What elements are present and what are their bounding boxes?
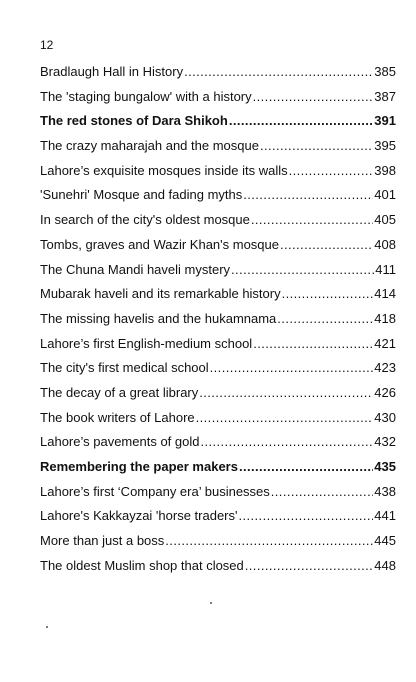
- toc-entry-page: 408: [374, 236, 396, 252]
- toc-entry-title: 'Sunehri' Mosque and fading myths: [40, 187, 243, 203]
- toc-entry: [40, 434, 396, 459]
- toc-entry-title: The city's first medical school: [40, 360, 209, 376]
- toc-entry-page: 387: [374, 88, 396, 104]
- print-speck: [210, 602, 212, 604]
- toc-entry-title: Remembering the paper makers: [40, 459, 238, 474]
- toc-entry-page: 421: [374, 335, 396, 351]
- toc-entry-title: Bradlaugh Hall in History: [40, 64, 184, 79]
- toc-entry-page: 441: [374, 508, 396, 524]
- toc-entry-page: 418: [374, 310, 396, 326]
- toc-entry: [40, 138, 396, 163]
- toc-entry: [40, 360, 396, 385]
- toc-dot-leader: [251, 212, 373, 227]
- toc-entry-title: More than just a boss: [40, 533, 165, 549]
- toc-entry-title: The book writers of Lahore: [40, 409, 195, 425]
- toc-entry-title: Lahore’s pavements of gold: [40, 434, 200, 450]
- toc-entry: [40, 508, 396, 533]
- page-number: 12: [40, 38, 54, 52]
- toc-entry: [40, 410, 396, 435]
- toc-dot-leader: [253, 89, 374, 104]
- toc-entry: [40, 113, 396, 138]
- toc-entry-title: Lahore’s first ‘Company era’ businesses: [40, 483, 270, 499]
- toc-entry: [40, 533, 396, 558]
- toc-entry: [40, 89, 396, 114]
- toc-dot-leader: [239, 508, 374, 523]
- toc-dot-leader: [289, 163, 374, 178]
- toc-dot-leader: [277, 311, 373, 326]
- toc-dot-leader: [229, 113, 373, 128]
- toc-entry-page: 430: [374, 409, 396, 425]
- toc-entry-page: 395: [374, 138, 396, 154]
- toc-entry: [40, 163, 396, 188]
- toc-entry: [40, 385, 396, 410]
- toc-entry: [40, 64, 396, 89]
- toc-entry: [40, 212, 396, 237]
- toc-entry-title: Lahore’s first English-medium school: [40, 335, 253, 351]
- toc-entry-page: 405: [374, 212, 396, 228]
- toc-entry-page: 432: [374, 434, 396, 450]
- toc-entry: [40, 187, 396, 212]
- toc-entry-title: Lahore's Kakkayzai 'horse traders': [40, 508, 238, 524]
- toc-dot-leader: [245, 558, 374, 573]
- toc-dot-leader: [271, 484, 374, 499]
- toc-entry: [40, 459, 396, 484]
- toc-entry: [40, 336, 396, 361]
- toc-entry: [40, 558, 396, 583]
- print-speck: [46, 626, 48, 628]
- toc-entry-page: 385: [374, 64, 396, 79]
- toc-dot-leader: [280, 237, 373, 252]
- toc-dot-leader: [199, 385, 373, 400]
- toc-entry-page: 414: [374, 286, 396, 302]
- toc-entry-title: The red stones of Dara Shikoh: [40, 113, 228, 129]
- toc-entry-page: 438: [374, 483, 396, 499]
- toc-dot-leader: [253, 336, 373, 351]
- toc-entry-title: Mubarak haveli and its remarkable history: [40, 286, 281, 302]
- toc-entry-page: 391: [374, 113, 396, 129]
- toc-entry-title: The 'staging bungalow' with a history: [40, 88, 252, 104]
- toc-entry: [40, 286, 396, 311]
- toc-entry: [40, 262, 396, 287]
- toc-dot-leader: [184, 64, 373, 79]
- table-of-contents: [40, 64, 396, 582]
- toc-entry-page: 423: [374, 360, 396, 376]
- toc-entry-title: The decay of a great library: [40, 384, 199, 400]
- toc-entry-title: The Chuna Mandi haveli mystery: [40, 261, 231, 277]
- toc-entry-page: 445: [374, 533, 396, 549]
- toc-entry-page: 426: [374, 384, 396, 400]
- toc-entry-title: The crazy maharajah and the mosque: [40, 138, 259, 154]
- toc-entry-title: In search of the city's oldest mosque: [40, 212, 250, 228]
- toc-entry-title: Tombs, graves and Wazir Khan's mosque: [40, 236, 279, 252]
- toc-entry: [40, 484, 396, 509]
- toc-dot-leader: [165, 533, 373, 548]
- toc-entry: [40, 237, 396, 262]
- toc-dot-leader: [282, 286, 374, 301]
- toc-entry-title: The missing havelis and the hukamnama: [40, 310, 277, 326]
- toc-dot-leader: [243, 187, 373, 202]
- toc-dot-leader: [200, 434, 373, 449]
- toc-entry-page: 448: [374, 557, 396, 573]
- toc-entry-page: 398: [374, 162, 396, 178]
- toc-entry-page: 435: [374, 459, 396, 474]
- toc-entry-title: The oldest Muslim shop that closed: [40, 557, 244, 573]
- toc-dot-leader: [196, 410, 374, 425]
- toc-dot-leader: [260, 138, 373, 153]
- toc-dot-leader: [239, 459, 373, 474]
- toc-entry-title: Lahore’s exquisite mosques inside its walls: [40, 162, 288, 178]
- toc-entry: [40, 311, 396, 336]
- toc-dot-leader: [231, 262, 374, 277]
- toc-dot-leader: [210, 360, 374, 375]
- toc-entry-page: 411: [375, 261, 396, 277]
- toc-entry-page: 401: [374, 187, 396, 203]
